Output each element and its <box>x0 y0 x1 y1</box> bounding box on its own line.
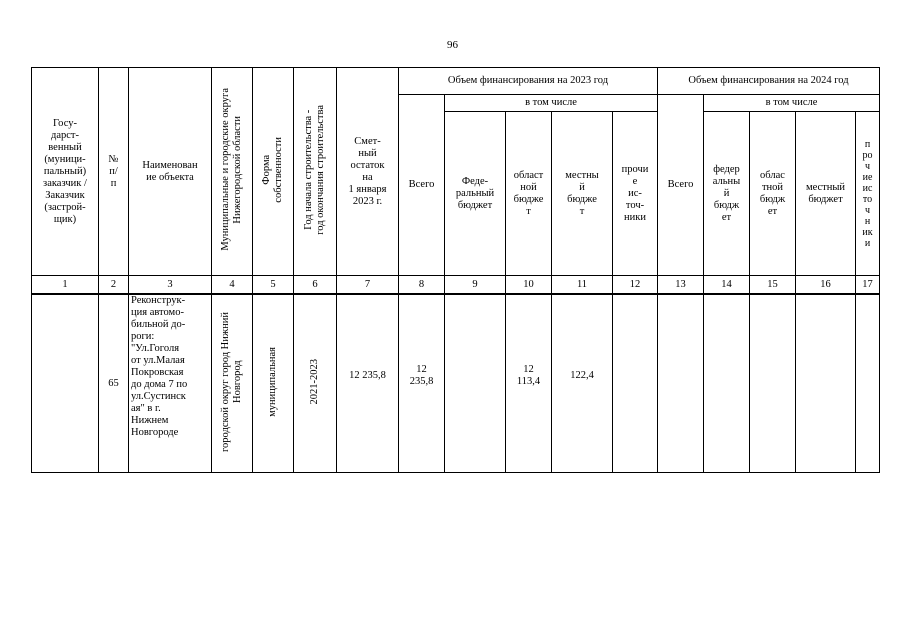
row-balance: 12 235,8 <box>337 295 399 473</box>
header-years: Год начала строительства - год окончания строительства <box>294 68 337 276</box>
row-regional-2024 <box>750 295 796 473</box>
column-number: 3 <box>129 276 212 294</box>
header-customer: Госу- дарст- венный (муници- пальный) заказчик / Заказчик (застрой- щик) <box>32 68 99 276</box>
header-local-2024: местный бюджет <box>796 112 856 276</box>
header-object-name: Наименован ие объекта <box>129 68 212 276</box>
column-number: 11 <box>552 276 613 294</box>
table-row <box>32 295 892 473</box>
header-municipality: Муниципальные и городские округа Нижегородской области <box>212 68 253 276</box>
row-federal-2023 <box>445 295 506 473</box>
header-including-2023: в том числе <box>445 95 658 112</box>
column-number: 17 <box>856 276 880 294</box>
header-financing-2024: Объем финансирования на 2024 год <box>658 68 880 95</box>
row-object-name: Реконструк- ция автомо- бильной до- роги: "Ул.Гоголя от ул.Малая Покровская до дома 7 по ул.Сустинск ая" в г. Нижнем Новгороде <box>129 295 212 473</box>
row-number: 65 <box>99 295 129 473</box>
row-local-2023: 122,4 <box>552 295 613 473</box>
column-number: 9 <box>445 276 506 294</box>
row-municipality: городской округ город Нижний Новгород <box>212 295 253 473</box>
row-total-2024 <box>658 295 704 473</box>
header-other-2024: п ро ч ие ис то ч н ик и <box>856 112 880 276</box>
header-financing-2023: Объем финансирования на 2023 год <box>399 68 658 95</box>
column-number: 6 <box>294 276 337 294</box>
column-number: 4 <box>212 276 253 294</box>
row-ownership: муниципальная <box>253 295 294 473</box>
column-number: 2 <box>99 276 129 294</box>
header-local-2023: местны й бюдже т <box>552 112 613 276</box>
column-number: 13 <box>658 276 704 294</box>
row-total-2023: 12 235,8 <box>399 295 445 473</box>
column-numbers-row <box>32 276 892 294</box>
header-including-2024: в том числе <box>704 95 880 112</box>
header-federal-2024: федер альны й бюдж ет <box>704 112 750 276</box>
header-regional-2023: област ной бюдже т <box>506 112 552 276</box>
row-federal-2024 <box>704 295 750 473</box>
row-regional-2023: 12 113,4 <box>506 295 552 473</box>
header-total-2023: Всего <box>399 95 445 276</box>
row-other-2023 <box>613 295 658 473</box>
header-total-2024: Всего <box>658 95 704 276</box>
row-customer <box>32 295 99 473</box>
row-local-2024 <box>796 295 856 473</box>
column-number: 12 <box>613 276 658 294</box>
header-number: № п/ п <box>99 68 129 276</box>
column-number: 7 <box>337 276 399 294</box>
page-number: 96 <box>447 39 458 51</box>
column-number: 1 <box>32 276 99 294</box>
header-balance: Смет- ный остаток на 1 января 2023 г. <box>337 68 399 276</box>
column-number: 16 <box>796 276 856 294</box>
header-federal-2023: Феде- ральный бюджет <box>445 112 506 276</box>
row-other-2024 <box>856 295 880 473</box>
row-years: 2021-2023 <box>294 295 337 473</box>
header-ownership: Форма собственности <box>253 68 294 276</box>
column-number: 14 <box>704 276 750 294</box>
header-regional-2024: облас тной бюдж ет <box>750 112 796 276</box>
column-number: 5 <box>253 276 294 294</box>
column-number: 15 <box>750 276 796 294</box>
financing-table <box>31 67 892 473</box>
column-number: 8 <box>399 276 445 294</box>
header-other-2023: прочи е ис- точ- ники <box>613 112 658 276</box>
column-number: 10 <box>506 276 552 294</box>
